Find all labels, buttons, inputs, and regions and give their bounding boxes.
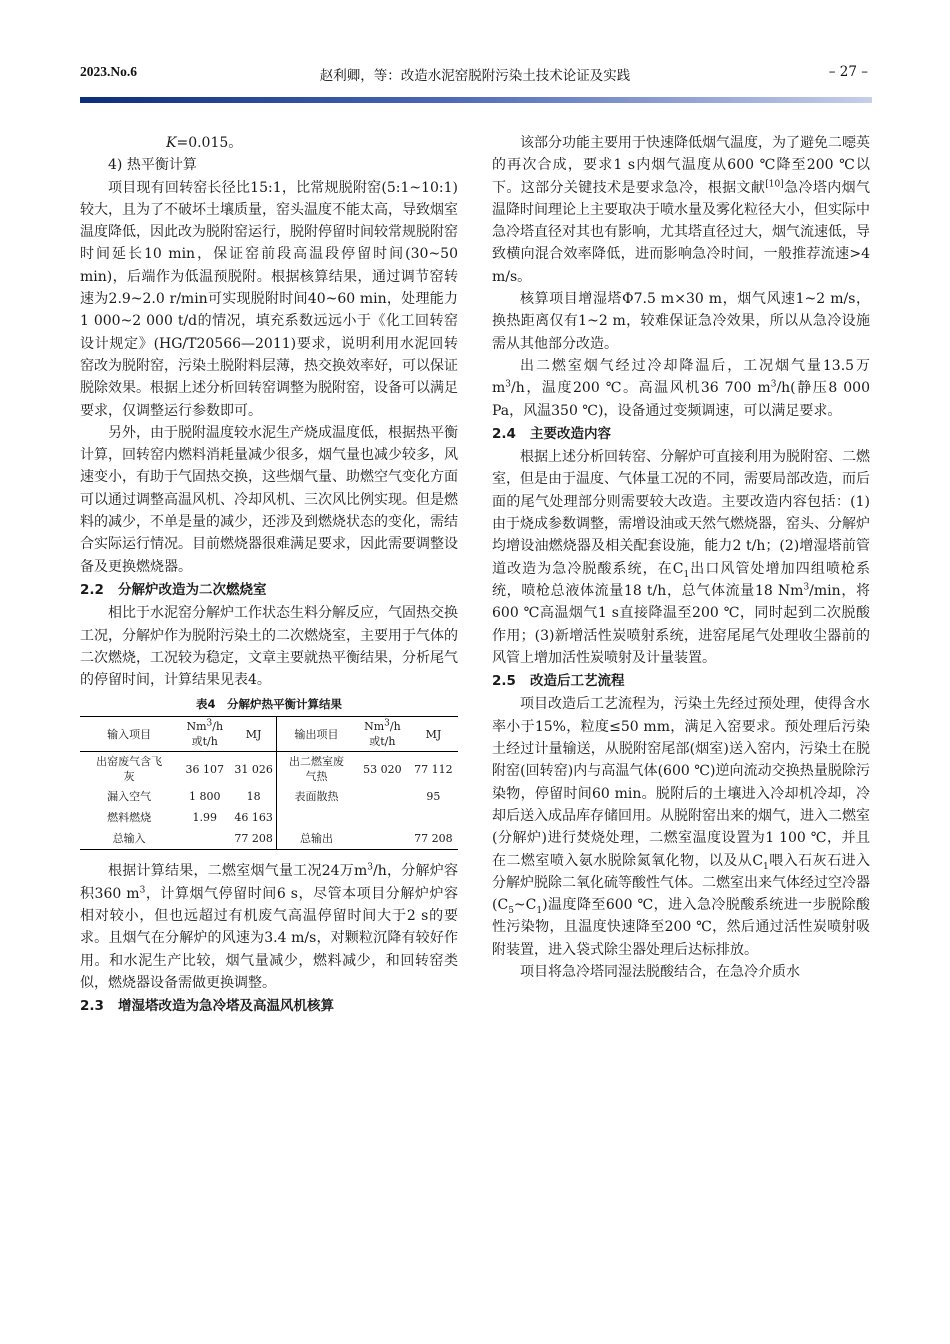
running-title: 赵利卿，等：改造水泥窑脱附污染土技术论证及实践 <box>319 68 631 84</box>
cell: 95 <box>426 790 441 804</box>
section-heading-2-5: 2.5 改造后工艺流程 <box>492 673 625 690</box>
col-header-unit: Nm$^3$/h 或t/h <box>356 717 409 752</box>
cell: 77 208 <box>414 832 453 846</box>
cell: 漏入空气 <box>107 790 152 804</box>
paragraph: 相比于水泥窑分解炉工作状态生料分解反应，气固热交换工况，分解炉作为脱附污染土的二次燃烧室，主要用于气体的二次燃烧，工况较为稳定，文章主要就热平衡结果，分析尾气的停留时间，计算结果见表4。 <box>80 605 458 689</box>
cell <box>356 786 409 807</box>
citation-ref: [10] <box>765 178 784 189</box>
section-heading-2-2: 2.2 分解炉改造为二次燃烧室 <box>80 581 267 598</box>
page-number: – 27 – <box>828 64 868 80</box>
header-rule <box>80 97 872 103</box>
paragraph: 核算项目增湿塔Φ7.5 m×30 m，烟气风速1~2 m/s，换热距离仅有1~2 m，较难保证急冷效果，所以从急冷设施需从其他部分改造。 <box>492 291 870 352</box>
cell: 1.99 <box>192 811 217 825</box>
heat-balance-heading: 4) 热平衡计算 <box>108 157 197 174</box>
cell: 46 163 <box>234 811 273 825</box>
journal-issue: 2023.No.6 <box>80 64 137 79</box>
col-header-output: 输出项目 <box>277 717 356 752</box>
cell: 出窑废气含飞灰 <box>96 755 163 784</box>
cell: 燃料燃烧 <box>107 811 152 825</box>
cell <box>409 807 458 828</box>
table-row <box>80 807 458 828</box>
k-equation: K=0.015。 <box>166 135 243 151</box>
cell: 表面散热 <box>277 786 356 807</box>
cell <box>356 828 409 850</box>
paragraph: 项目改造后工艺流程为，污染土先经过预处理，使得含水率小于15%，粒度≤50 mm，满足入窑要求。预处理后污染土经过计量输送，从脱附窑尾部(烟室)送入窑内，污染土在脱附窑(回转窑)内与高温气体(600 ℃)逆向流动交换热量脱除污染物，停留时间60 min。脱附后的土壤进入冷却机冷却，冷却后送入成品库存储回用。从脱附窑出来的烟气，进入二燃室(分解炉)进行焚烧处理，二燃室温度设置为1 100 ℃，并且在二燃室喷入氨水脱除氮氧化物，以及从$C_1$喂入石灰石进入分解炉脱除二氧化硫等酸性气体。二燃室出来气体经过空冷器$(C_5\sim C_1)$温度降至600 ℃，进入急冷脱酸系统进一步脱除酸性污染物，且温度快速降至200 ℃，然后通过活性炭喷射吸附装置，进入袋式除尘器处理后达标排放。 <box>492 696 870 958</box>
cell <box>356 807 409 828</box>
table-row <box>80 786 458 807</box>
paragraph: 该部分功能主要用于快速降低烟气温度，为了避免二噁英的再次合成，要求1 s内烟气温度从600 ℃降至200 ℃以下。这部分关键技术是要求急冷，根据文献[10]急冷塔内烟气温降时间理论上主要取决于喷水量及雾化粒径大小，但实际中急冷塔直径对其也有影响，尤其塔直径过大，烟气流速低，导致横向混合效率降低，进而影响急冷时间，一般推荐流速>4 m/s。 <box>492 135 871 285</box>
cell: 53 020 <box>363 762 402 776</box>
table-caption: 表4 分解炉热平衡计算结果 <box>195 697 342 712</box>
cell: 18 <box>246 790 261 804</box>
cell <box>277 807 356 828</box>
cell: 出二燃室废气热 <box>277 752 356 787</box>
paragraph: 根据上述分析回转窑、分解炉可直接利用为脱附窑、二燃室，但是由于温度、气体量工况的不同，需要局部改造，而后面的尾气处理部分则需要较大改造。主要改造内容包括：(1)由于烧成参数调整，需增设油或天然气燃烧器，窑头、分解炉均增设油燃烧器及相关配套设施，能力2 t/h；(2)增湿塔前管道改造为急冷脱酸系统，在$C_1$出口风管处增加四组喷枪系统，喷枪总液体流量18 t/h，总气体流量18 Nm$^3$/min，将600 ℃高温烟气1 s直接降温至200 ℃，同时起到二次脱酸作用；(3)新增活性炭喷射系统，进窑尾尾气处理收尘器前的风管上增加活性炭喷射及计量装置。 <box>492 449 871 666</box>
cell: 36 107 <box>185 762 224 776</box>
cell: 77 112 <box>414 762 453 776</box>
col-header-mj: MJ <box>231 717 276 752</box>
section-heading-2-3: 2.3 增湿塔改造为急冷塔及高温风机核算 <box>80 998 334 1015</box>
col-header-input: 输入项目 <box>80 717 178 752</box>
cell: 31 026 <box>234 762 273 776</box>
right-column <box>492 132 870 983</box>
cell: 总输入 <box>112 832 146 846</box>
cell <box>178 828 231 850</box>
cell: 77 208 <box>234 832 273 846</box>
col-header-unit: Nm$^3$/h 或t/h <box>178 717 231 752</box>
table-row <box>80 752 458 787</box>
cell: 总输出 <box>277 828 356 850</box>
col-header-mj: MJ <box>409 717 458 752</box>
paragraph: 出二燃室烟气经过冷却降温后，工况烟气量13.5万$m^3/h$，温度200 ℃。高温风机36 700 $m^3/h$(静压8 000 Pa，风温350 ℃)，设备通过变频调速，可以满足要求。 <box>492 357 870 419</box>
paragraph: 根据计算结果，二燃室烟气量工况24万$m^3/h$，分解炉容积360 $m^3$，计算烟气停留时间6 s，尽管本项目分解炉炉容相对较小，但也远超过有机废气高温停留时间大于2 s的要求。且烟气在分解炉的风速为3.4 m/s，对颗粒沉降有较好作用。和水泥生产比较，烟气量减少，燃料减少，和回转窑类似，燃烧器设备需做更换调整。 <box>80 862 459 991</box>
table-header-row <box>80 717 458 752</box>
left-column <box>80 132 458 1019</box>
table-row <box>80 828 458 850</box>
paragraph: 项目将急冷塔同湿法脱酸结合，在急冷介质水 <box>520 963 800 980</box>
paragraph: 项目现有回转窑长径比15:1，比常规脱附窑(5:1~10:1)较大，且为了不破坏土壤质量，窑头温度不能太高，导致烟室温度降低，因此改为脱附窑运行，脱附停留时间较常规脱附窑时间延长10 min，保证窑前段高温段停留时间(30~50 min)，后端作为低温预脱附。根据核算结果，通过调节窑转速为2.9~2.0 r/min可实现脱附时间40~60 min，处理能力1 000~2 000 t/d的情况，填充系数远远小于《化工回转窑设计规定》(HG/T20566—2011)要求，说明利用水泥回转窑改为脱附窑，污染土脱附料层薄，热交换效率好，可以保证脱除效果。根据上述分析回转窑调整为脱附窑，设备可以满足要求，仅调整运行参数即可。 <box>80 179 458 419</box>
cell: 1 800 <box>188 790 221 804</box>
section-heading-2-4: 2.4 主要改造内容 <box>492 425 611 442</box>
paragraph: 另外，由于脱附温度较水泥生产烧成温度低，根据热平衡计算，回转窑内燃料消耗量减少很多，烟气量也减少较多，风速变小，有助于气固热交换，这些烟气量、助燃空气变化方面可以通过调整高温风机、冷却风机、三次风比例实现。但是燃料的减少，不单是量的减少，还涉及到燃烧状态的变化，需结合实际运行情况。目前燃烧器很难满足要求，因此需要调整设备及更换燃烧器。 <box>80 424 458 575</box>
heat-balance-table <box>80 716 458 850</box>
